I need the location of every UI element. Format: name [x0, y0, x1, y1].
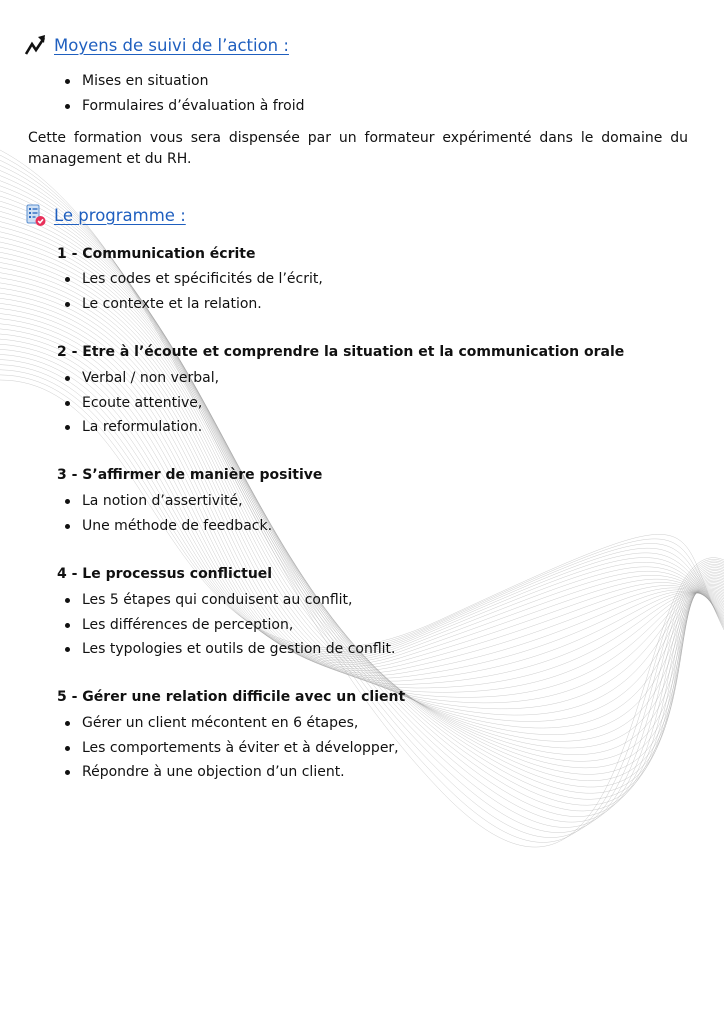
- module-2-list: [57, 366, 219, 440]
- programme-heading: [24, 203, 186, 227]
- module-5-list: [57, 711, 399, 785]
- list-item: Une méthode de feedback.: [57, 514, 272, 539]
- list-item: La notion d’assertivité,: [57, 489, 272, 514]
- module-title-5: 5 - Gérer une relation difficile avec un client: [57, 689, 406, 705]
- trainer-note: Cette formation vous sera dispensée par un formateur expérimenté dans le domaine du management et du RH.: [28, 130, 688, 167]
- list-item: Mises en situation: [57, 69, 304, 94]
- list-item: Les typologies et outils de gestion de conflit.: [57, 637, 395, 662]
- module-title-3: 3 - S’affirmer de manière positive: [57, 467, 323, 483]
- module-3-list: [57, 489, 272, 538]
- module-title-4: 4 - Le processus conflictuel: [57, 566, 273, 582]
- list-item: Les comportements à éviter et à développer,: [57, 736, 399, 761]
- list-item: Ecoute attentive,: [57, 391, 219, 416]
- trend-arrow-icon: [24, 33, 48, 57]
- suivi-heading: [24, 33, 289, 57]
- module-4-list: [57, 588, 395, 662]
- checklist-icon: [24, 203, 48, 227]
- module-title-2: 2 - Etre à l’écoute et comprendre la situation et la communication orale: [57, 344, 625, 360]
- list-item: Les 5 étapes qui conduisent au conflit,: [57, 588, 395, 613]
- list-item: Verbal / non verbal,: [57, 366, 219, 391]
- suivi-list: [57, 69, 304, 118]
- list-item: Le contexte et la relation.: [57, 292, 323, 317]
- list-item: Les codes et spécificités de l’écrit,: [57, 267, 323, 292]
- list-item: La reformulation.: [57, 415, 219, 440]
- module-1-list: [57, 267, 323, 316]
- list-item: Les différences de perception,: [57, 613, 395, 638]
- list-item: Gérer un client mécontent en 6 étapes,: [57, 711, 399, 736]
- list-item: Formulaires d’évaluation à froid: [57, 94, 304, 119]
- suivi-title: Moyens de suivi de l’action :: [54, 35, 289, 55]
- module-title-1: 1 - Communication écrite: [57, 246, 256, 262]
- list-item: Répondre à une objection d’un client.: [57, 760, 399, 785]
- programme-title: Le programme :: [54, 205, 186, 225]
